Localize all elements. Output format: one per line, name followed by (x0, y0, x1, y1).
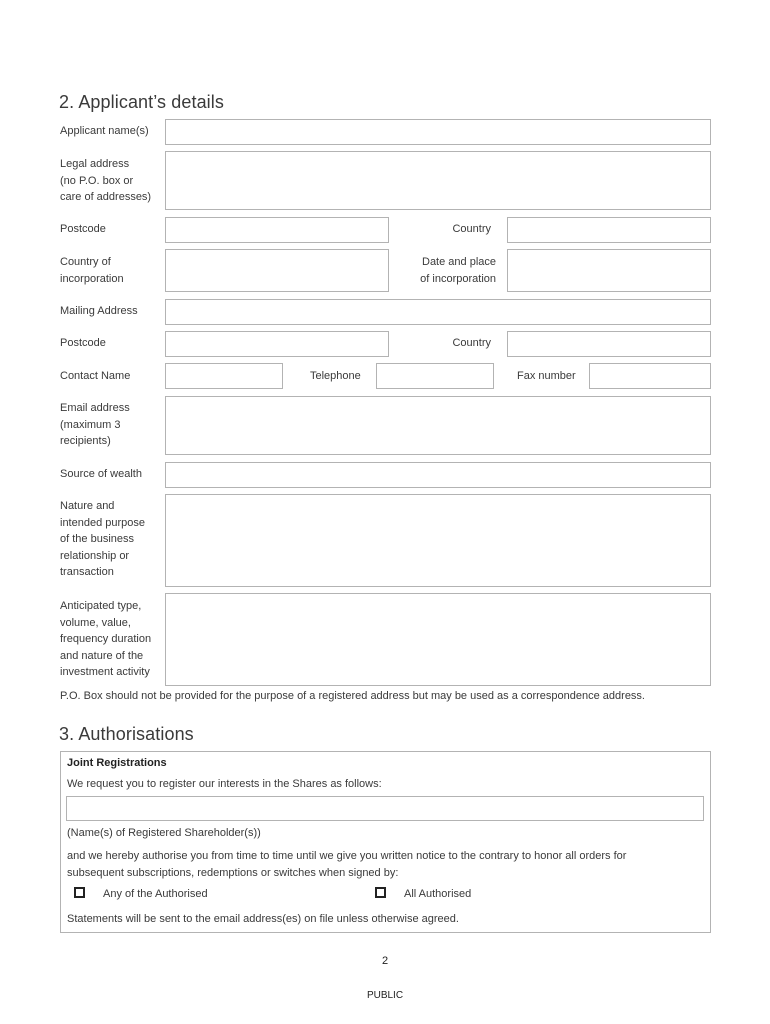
legal-address-line-3: care of addresses) (60, 191, 152, 203)
anticipated-activity-line-4: and nature of the (60, 649, 144, 662)
postcode-label-2: Postcode (60, 337, 106, 349)
telephone-label: Telephone (310, 370, 361, 382)
mailing-address-label: Mailing Address (60, 305, 138, 317)
country-field-2[interactable] (507, 331, 711, 357)
nature-purpose-label (60, 498, 145, 581)
telephone-field[interactable] (376, 363, 494, 389)
contact-name-label: Contact Name (60, 370, 131, 382)
anticipated-activity-line-5: investment activity (60, 666, 150, 678)
nature-purpose-line-4: relationship or (60, 549, 130, 562)
classification-label: PUBLIC (366, 990, 404, 1001)
country-label-1: Country (452, 223, 491, 235)
source-of-wealth-label: Source of wealth (60, 468, 142, 480)
all-authorised-label: All Authorised (404, 888, 472, 900)
nature-purpose-line-3: of the business (60, 533, 134, 545)
email-address-label (60, 400, 130, 450)
authorise-text (67, 848, 626, 881)
legal-address-field[interactable] (165, 151, 711, 210)
applicant-names-field[interactable] (165, 119, 711, 145)
country-of-incorporation-field[interactable] (165, 249, 389, 292)
postcode-field-2[interactable] (165, 331, 389, 357)
country-of-incorporation-line-2: incorporation (60, 272, 124, 285)
all-authorised-checkbox[interactable] (375, 887, 386, 898)
email-address-line-2: (maximum 3 (60, 418, 121, 431)
nature-purpose-line-1: Nature and (60, 500, 115, 512)
section-3-title: 3. Authorisations (59, 724, 194, 744)
country-of-incorporation-line-1: Country of (60, 256, 111, 268)
date-place-incorporation-line-2: of incorporation (420, 272, 496, 285)
anticipated-activity-line-1: Anticipated type, (60, 600, 142, 612)
registered-shareholders-field[interactable] (66, 796, 704, 821)
email-address-field[interactable] (165, 396, 711, 455)
authorise-text-line-1: and we hereby authorise you from time to time until we give you written notice to the contrary to honor all orders for (67, 850, 627, 862)
date-place-incorporation-field[interactable] (507, 249, 711, 292)
anticipated-activity-label (60, 598, 151, 681)
request-text: We request you to register our interests in the Shares as follows: (67, 778, 382, 790)
nature-purpose-line-5: transaction (60, 566, 114, 578)
legal-address-line-2: (no P.O. box or (60, 174, 134, 187)
page-number: 2 (381, 955, 389, 967)
source-of-wealth-field[interactable] (165, 462, 711, 488)
section-2-title: 2. Applicant’s details (59, 92, 224, 112)
any-authorised-label: Any of the Authorised (103, 888, 208, 900)
postcode-label-1: Postcode (60, 223, 106, 235)
email-address-line-3: recipients) (60, 435, 111, 447)
email-address-line-1: Email address (60, 402, 130, 414)
nature-purpose-line-2: intended purpose (60, 516, 146, 529)
contact-name-field[interactable] (165, 363, 283, 389)
legal-address-label (60, 156, 151, 206)
fax-number-field[interactable] (589, 363, 711, 389)
country-label-2: Country (452, 337, 491, 349)
country-of-incorporation-label (60, 254, 124, 287)
mailing-address-field[interactable] (165, 299, 711, 325)
po-box-note: P.O. Box should not be provided for the purpose of a registered address but may be used as a correspondence address. (60, 690, 645, 702)
country-field-1[interactable] (507, 217, 711, 243)
fax-number-label: Fax number (517, 370, 576, 382)
anticipated-activity-line-2: volume, value, (60, 616, 131, 629)
authorise-text-line-2: subsequent subscriptions, redemptions or switches when signed by: (67, 866, 399, 879)
any-authorised-checkbox[interactable] (74, 887, 85, 898)
joint-registrations-heading: Joint Registrations (67, 757, 167, 769)
anticipated-activity-field[interactable] (165, 593, 711, 686)
nature-purpose-field[interactable] (165, 494, 711, 587)
postcode-field-1[interactable] (165, 217, 389, 243)
applicant-names-label: Applicant name(s) (60, 125, 149, 137)
statements-note: Statements will be sent to the email address(es) on file unless otherwise agreed. (67, 913, 459, 925)
legal-address-line-1: Legal address (60, 158, 130, 170)
date-place-incorporation-line-1: Date and place (422, 256, 496, 268)
date-place-incorporation-label (396, 254, 496, 287)
anticipated-activity-line-3: frequency duration (60, 633, 152, 645)
shareholder-caption: (Name(s) of Registered Shareholder(s)) (67, 827, 261, 839)
